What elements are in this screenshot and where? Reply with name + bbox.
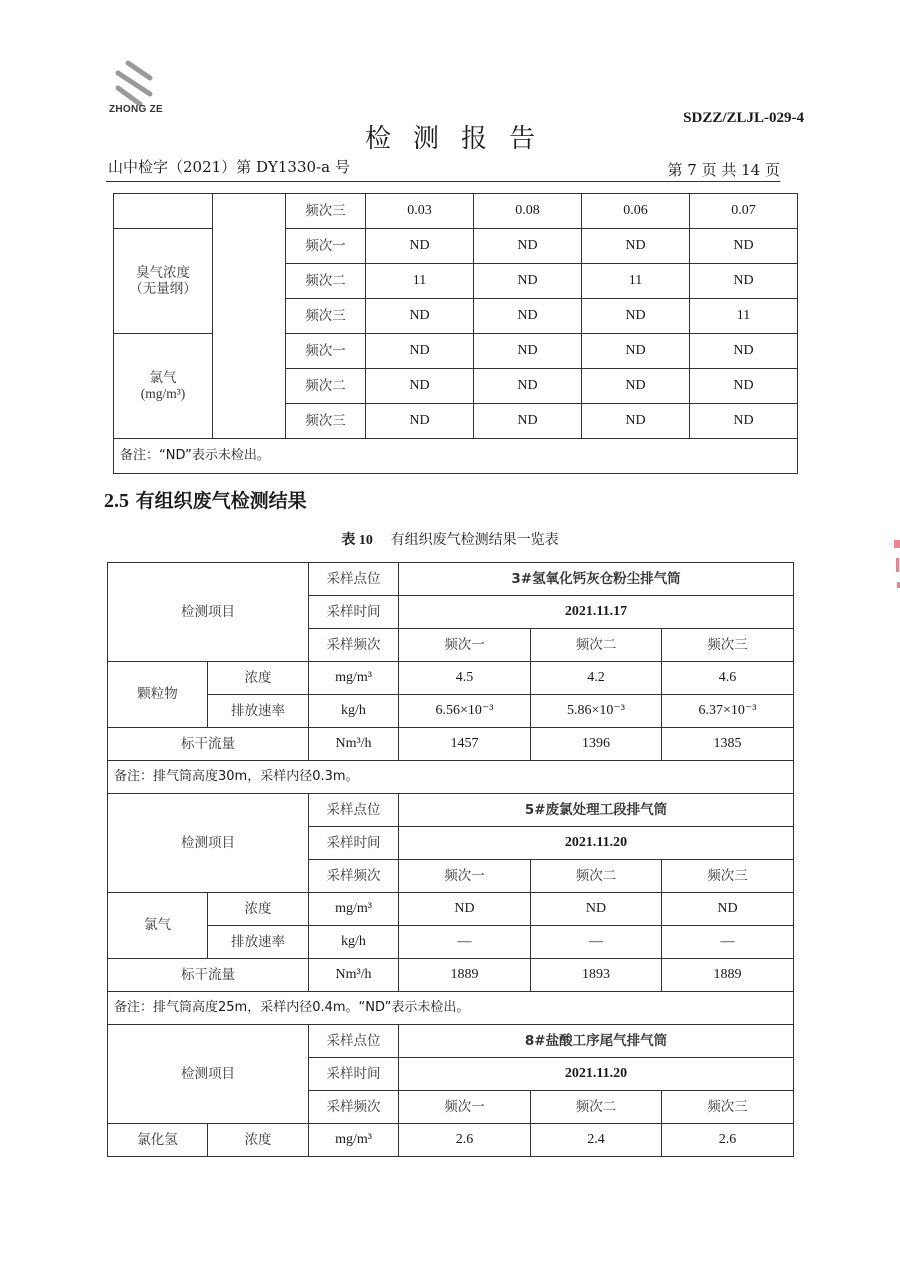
value-cell: ND [366,299,474,334]
rate-label: 排放速率 [208,695,309,728]
frequency-header: 频次二 [531,860,662,893]
organized-emission-table [107,562,794,1157]
frequency-header: 频次一 [399,1091,531,1124]
value-cell: 6.37×10⁻³ [662,695,794,728]
flow-label: 标干流量 [108,728,309,761]
value-cell: ND [582,229,690,264]
value-cell: ND [531,893,662,926]
value-cell: ND [582,334,690,369]
frequency-header: 频次一 [399,629,531,662]
value-cell: 1889 [399,959,531,992]
pollutant-name: 氯气 [108,893,208,959]
value-cell: 2.6 [399,1124,531,1157]
frequency-header: 频次一 [399,860,531,893]
sampling-location: 5#废氯处理工段排气筒 [399,794,794,827]
value-cell: 11 [582,264,690,299]
table-row [114,194,798,229]
frequency-header: 频次三 [662,860,794,893]
parameter-unit: (mg/m³) [140,386,186,401]
value-cell: 1457 [399,728,531,761]
location-label: 采样点位 [309,794,399,827]
sampling-date: 2021.11.20 [399,827,794,860]
sampling-location: 8#盐酸工序尾气排气筒 [399,1025,794,1058]
item-header: 检测项目 [108,563,309,662]
table-number: 表 10 [341,533,373,548]
frequency-header: 频次二 [531,1091,662,1124]
frequency-header: 频次三 [662,629,794,662]
document-code: SDZZ/ZLJL-029-4 [683,110,804,126]
pollutant-name: 颗粒物 [108,662,208,728]
value-cell: ND [690,404,798,439]
value-cell: — [531,926,662,959]
frequency-label: 采样频次 [309,629,399,662]
table-row [108,1124,794,1157]
table-row [108,1025,794,1058]
rate-unit: kg/h [309,695,399,728]
table-row [108,563,794,596]
table-row [108,695,794,728]
value-cell: ND [690,334,798,369]
frequency-cell: 频次三 [286,299,366,334]
table-note: 备注：排气筒高度25m，采样内径0.4m。“ND”表示未检出。 [108,992,794,1025]
value-cell: ND [366,404,474,439]
note-row [114,439,798,474]
value-cell: 2.4 [531,1124,662,1157]
section-heading [104,486,307,513]
value-cell: 0.03 [366,194,474,229]
value-cell: 0.08 [474,194,582,229]
pollutant-name: 氯化氢 [108,1124,208,1157]
table-row [108,893,794,926]
value-cell: ND [474,334,582,369]
value-cell: ND [366,369,474,404]
table-caption [0,529,900,549]
page-number: 第 7 页 共 14 页 [667,161,780,179]
parameter-cell [114,229,213,334]
value-cell: 6.56×10⁻³ [399,695,531,728]
frequency-cell: 频次二 [286,264,366,299]
table-caption-text: 有组织废气检测结果一览表 [390,532,559,548]
item-header: 检测项目 [108,1025,309,1124]
flow-unit: Nm³/h [309,959,399,992]
concentration-label: 浓度 [208,1124,309,1157]
location-label: 采样点位 [309,1025,399,1058]
value-cell: 1385 [662,728,794,761]
note-row [108,761,794,794]
document-title: 检测报告 [364,124,557,154]
value-cell: ND [366,334,474,369]
value-cell: ND [474,404,582,439]
frequency-header: 频次二 [531,629,662,662]
rate-unit: kg/h [309,926,399,959]
value-cell: 1396 [531,728,662,761]
value-cell: ND [690,264,798,299]
continued-results-table [113,193,798,474]
value-cell: 11 [366,264,474,299]
concentration-unit: mg/m³ [309,1124,399,1157]
parameter-cell [114,334,213,439]
frequency-cell: 频次二 [286,369,366,404]
value-cell: 4.2 [531,662,662,695]
table-row [108,662,794,695]
value-cell: ND [690,369,798,404]
item-header: 检测项目 [108,794,309,893]
sampling-location: 3#氢氧化钙灰仓粉尘排气筒 [399,563,794,596]
value-cell: 11 [690,299,798,334]
parameter-name: 臭气浓度 [136,264,190,281]
table-row [108,794,794,827]
value-cell: ND [582,404,690,439]
section-number: 2.5 [104,490,129,512]
frequency-cell: 频次一 [286,334,366,369]
value-cell: — [399,926,531,959]
table-cell [114,194,213,229]
time-label: 采样时间 [309,1058,399,1091]
value-cell: ND [399,893,531,926]
value-cell: ND [474,369,582,404]
frequency-label: 采样频次 [309,1091,399,1124]
zhongze-logo-icon [106,58,166,108]
frequency-header: 频次三 [662,1091,794,1124]
sampling-date: 2021.11.20 [399,1058,794,1091]
table-note: 备注：“ND”表示未检出。 [114,439,798,474]
value-cell: 5.86×10⁻³ [531,695,662,728]
time-label: 采样时间 [309,827,399,860]
value-cell: 1893 [531,959,662,992]
rate-label: 排放速率 [208,926,309,959]
value-cell: ND [690,229,798,264]
concentration-unit: mg/m³ [309,662,399,695]
location-label: 采样点位 [309,563,399,596]
value-cell: 0.07 [690,194,798,229]
report-number: 山中检字（2021）第 DY1330-a 号 [108,158,350,176]
table-cell [213,194,286,439]
concentration-unit: mg/m³ [309,893,399,926]
note-row [108,992,794,1025]
frequency-cell: 频次一 [286,229,366,264]
table-row [108,959,794,992]
flow-unit: Nm³/h [309,728,399,761]
logo-text: ZHONG ZE [108,104,164,115]
value-cell: ND [474,264,582,299]
value-cell: ND [474,299,582,334]
frequency-cell: 频次三 [286,194,366,229]
seal-stamp-fragment [890,540,900,620]
value-cell: ND [662,893,794,926]
value-cell: 4.5 [399,662,531,695]
time-label: 采样时间 [309,596,399,629]
section-title: 有组织废气检测结果 [135,490,307,512]
value-cell: 1889 [662,959,794,992]
parameter-unit: （无量纲） [129,281,197,297]
value-cell: ND [582,369,690,404]
value-cell: ND [366,229,474,264]
value-cell: 4.6 [662,662,794,695]
value-cell: — [662,926,794,959]
table-row [108,728,794,761]
header-divider [106,181,780,182]
value-cell: ND [582,299,690,334]
concentration-label: 浓度 [208,893,309,926]
parameter-name: 氯气 [149,369,177,386]
value-cell: ND [474,229,582,264]
frequency-label: 采样频次 [309,860,399,893]
table-row [108,926,794,959]
sampling-date: 2021.11.17 [399,596,794,629]
table-note: 备注：排气筒高度30m，采样内径0.3m。 [108,761,794,794]
value-cell: 0.06 [582,194,690,229]
flow-label: 标干流量 [108,959,309,992]
concentration-label: 浓度 [208,662,309,695]
value-cell: 2.6 [662,1124,794,1157]
frequency-cell: 频次三 [286,404,366,439]
